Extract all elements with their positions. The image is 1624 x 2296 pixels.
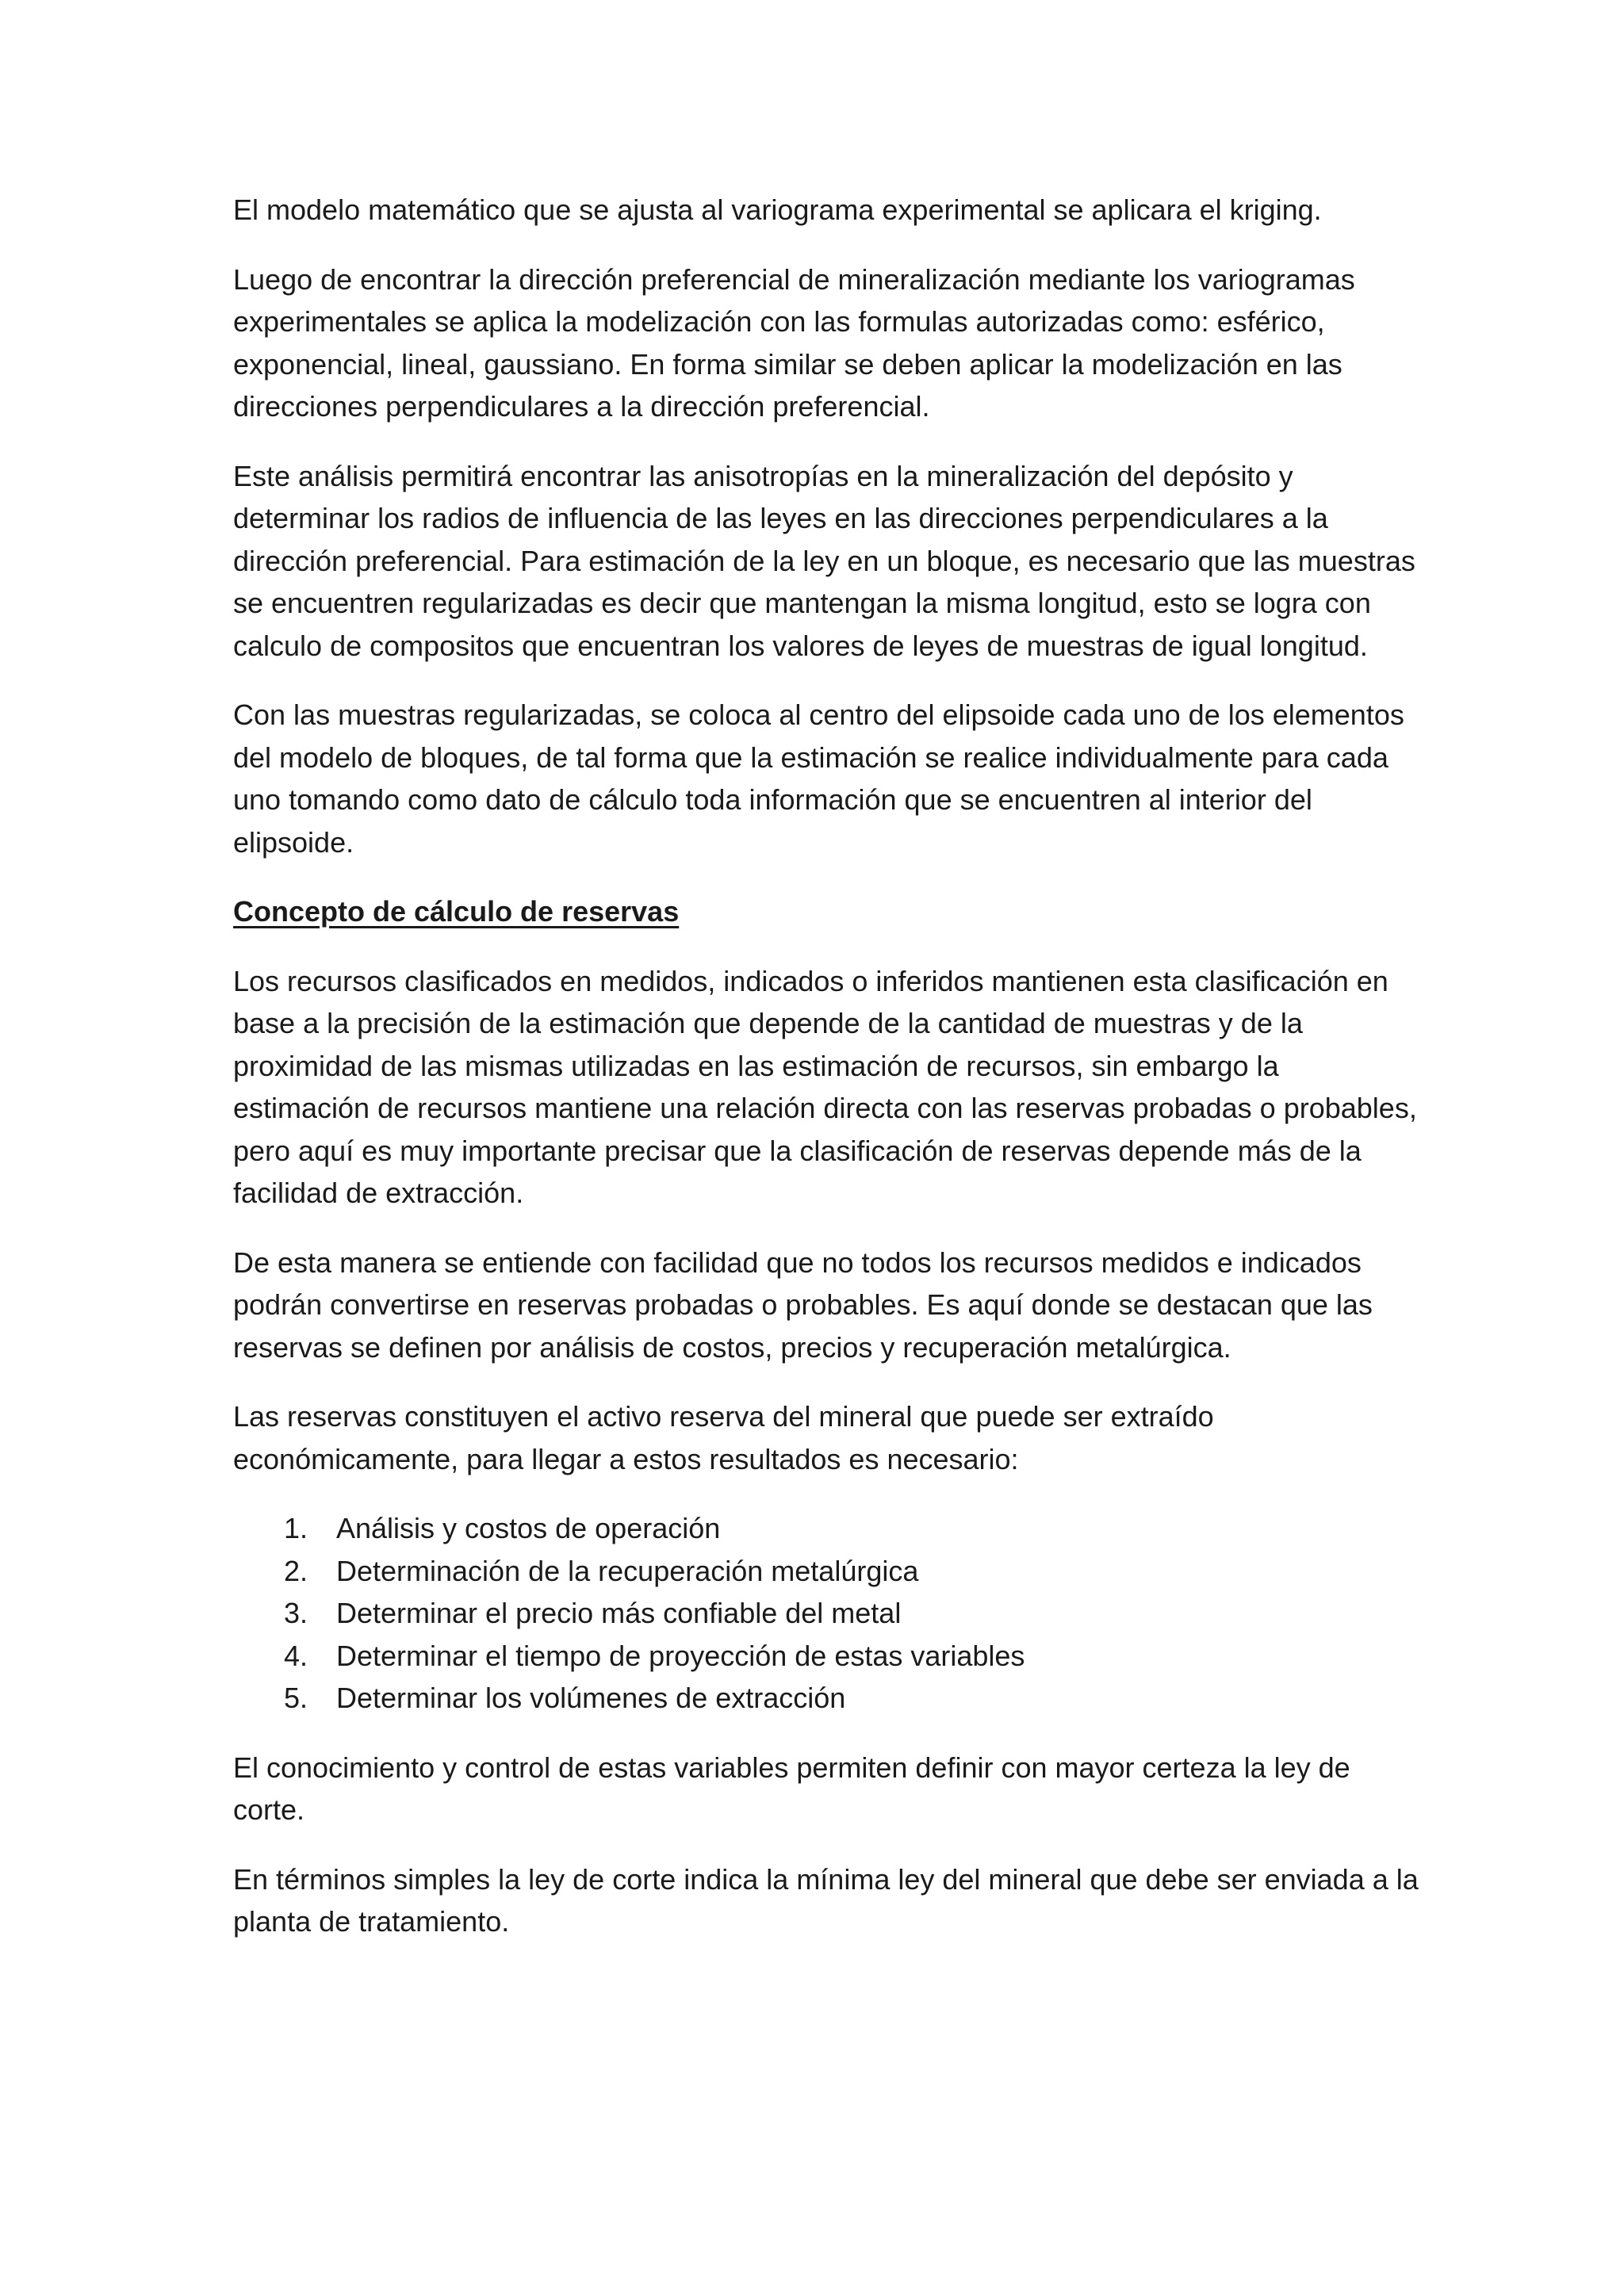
list-item-number: 2.: [284, 1554, 308, 1587]
list-item: [233, 1592, 1423, 1635]
paragraph-conocimiento: El conocimiento y control de estas variables permiten definir con mayor certeza la ley de corte.: [233, 1751, 1350, 1826]
list-item-text: Análisis y costos de operación: [336, 1512, 721, 1544]
paragraph-kriging: El modelo matemático que se ajusta al variograma experimental se aplicara el kriging.: [233, 193, 1322, 226]
list-item-text: Determinar el tiempo de proyección de estas variables: [336, 1639, 1025, 1672]
paragraph-recursos: Los recursos clasificados en medidos, indicados o inferidos mantienen esta clasificación en base a la precisión de la estimación que depende de la cantidad de muestras y de la proximidad de las mismas utilizadas en las estimación de recursos, sin embargo la estimación de recursos mantiene una relación directa con las reservas probadas o probables, pero aquí es muy importante precisar que la clasificación de reservas depende más de la facilidad de extracción.: [233, 964, 1417, 1209]
paragraph-facilidad: De esta manera se entiende con facilidad que no todos los recursos medidos e indicados podrán convertirse en reservas probadas o probables. Es aquí donde se destacan que las reservas se definen por análisis de costos, precios y recuperación metalúrgica.: [233, 1246, 1373, 1364]
list-item-text: Determinar los volúmenes de extracción: [336, 1682, 846, 1714]
list-item-number: 3.: [284, 1597, 308, 1629]
paragraph-reservas: Las reservas constituyen el activo reserva del mineral que puede ser extraído económicamente, para llegar a estos resultados es necesario:: [233, 1400, 1214, 1475]
document-page: [233, 189, 1423, 1970]
paragraph-elipsoide: Con las muestras regularizadas, se coloca al centro del elipsoide cada uno de los elementos del modelo de bloques, de tal forma que la estimación se realice individualmente para cada uno tomando como dato de cálculo toda información que se encuentren al interior del elipsoide.: [233, 698, 1404, 859]
numbered-list: [233, 1507, 1423, 1720]
list-item: [233, 1635, 1423, 1678]
list-item-number: 4.: [284, 1639, 308, 1672]
list-item: [233, 1550, 1423, 1593]
list-item: [233, 1507, 1423, 1550]
list-item-text: Determinación de la recuperación metalúrgica: [336, 1554, 919, 1587]
list-item-text: Determinar el precio más confiable del metal: [336, 1597, 902, 1629]
list-item: [233, 1677, 1423, 1720]
paragraph-anisotropias: Este análisis permitirá encontrar las anisotropías en la mineralización del depósito y determinar los radios de influencia de las leyes en las direcciones perpendiculares a la dirección preferencial. Para estimación de la ley en un bloque, es necesario que las muestras se encuentren regularizadas es decir que mantengan la misma longitud, esto se logra con calculo de compositos que encuentran los valores de leyes de muestras de igual longitud.: [233, 459, 1415, 662]
list-item-number: 1.: [284, 1512, 308, 1544]
paragraph-modelizacion: Luego de encontrar la dirección preferencial de mineralización mediante los variogramas experimentales se aplica la modelización con las formulas autorizadas como: esférico, exponencial, lineal, gaussiano. En forma similar se deben aplicar la modelización en las direcciones perpendiculares a la dirección preferencial.: [233, 262, 1355, 423]
list-item-number: 5.: [284, 1682, 308, 1714]
paragraph-ley-de-corte: En términos simples la ley de corte indica la mínima ley del mineral que debe ser enviada a la planta de tratamiento.: [233, 1862, 1419, 1938]
section-heading: Concepto de cálculo de reservas: [233, 895, 680, 928]
